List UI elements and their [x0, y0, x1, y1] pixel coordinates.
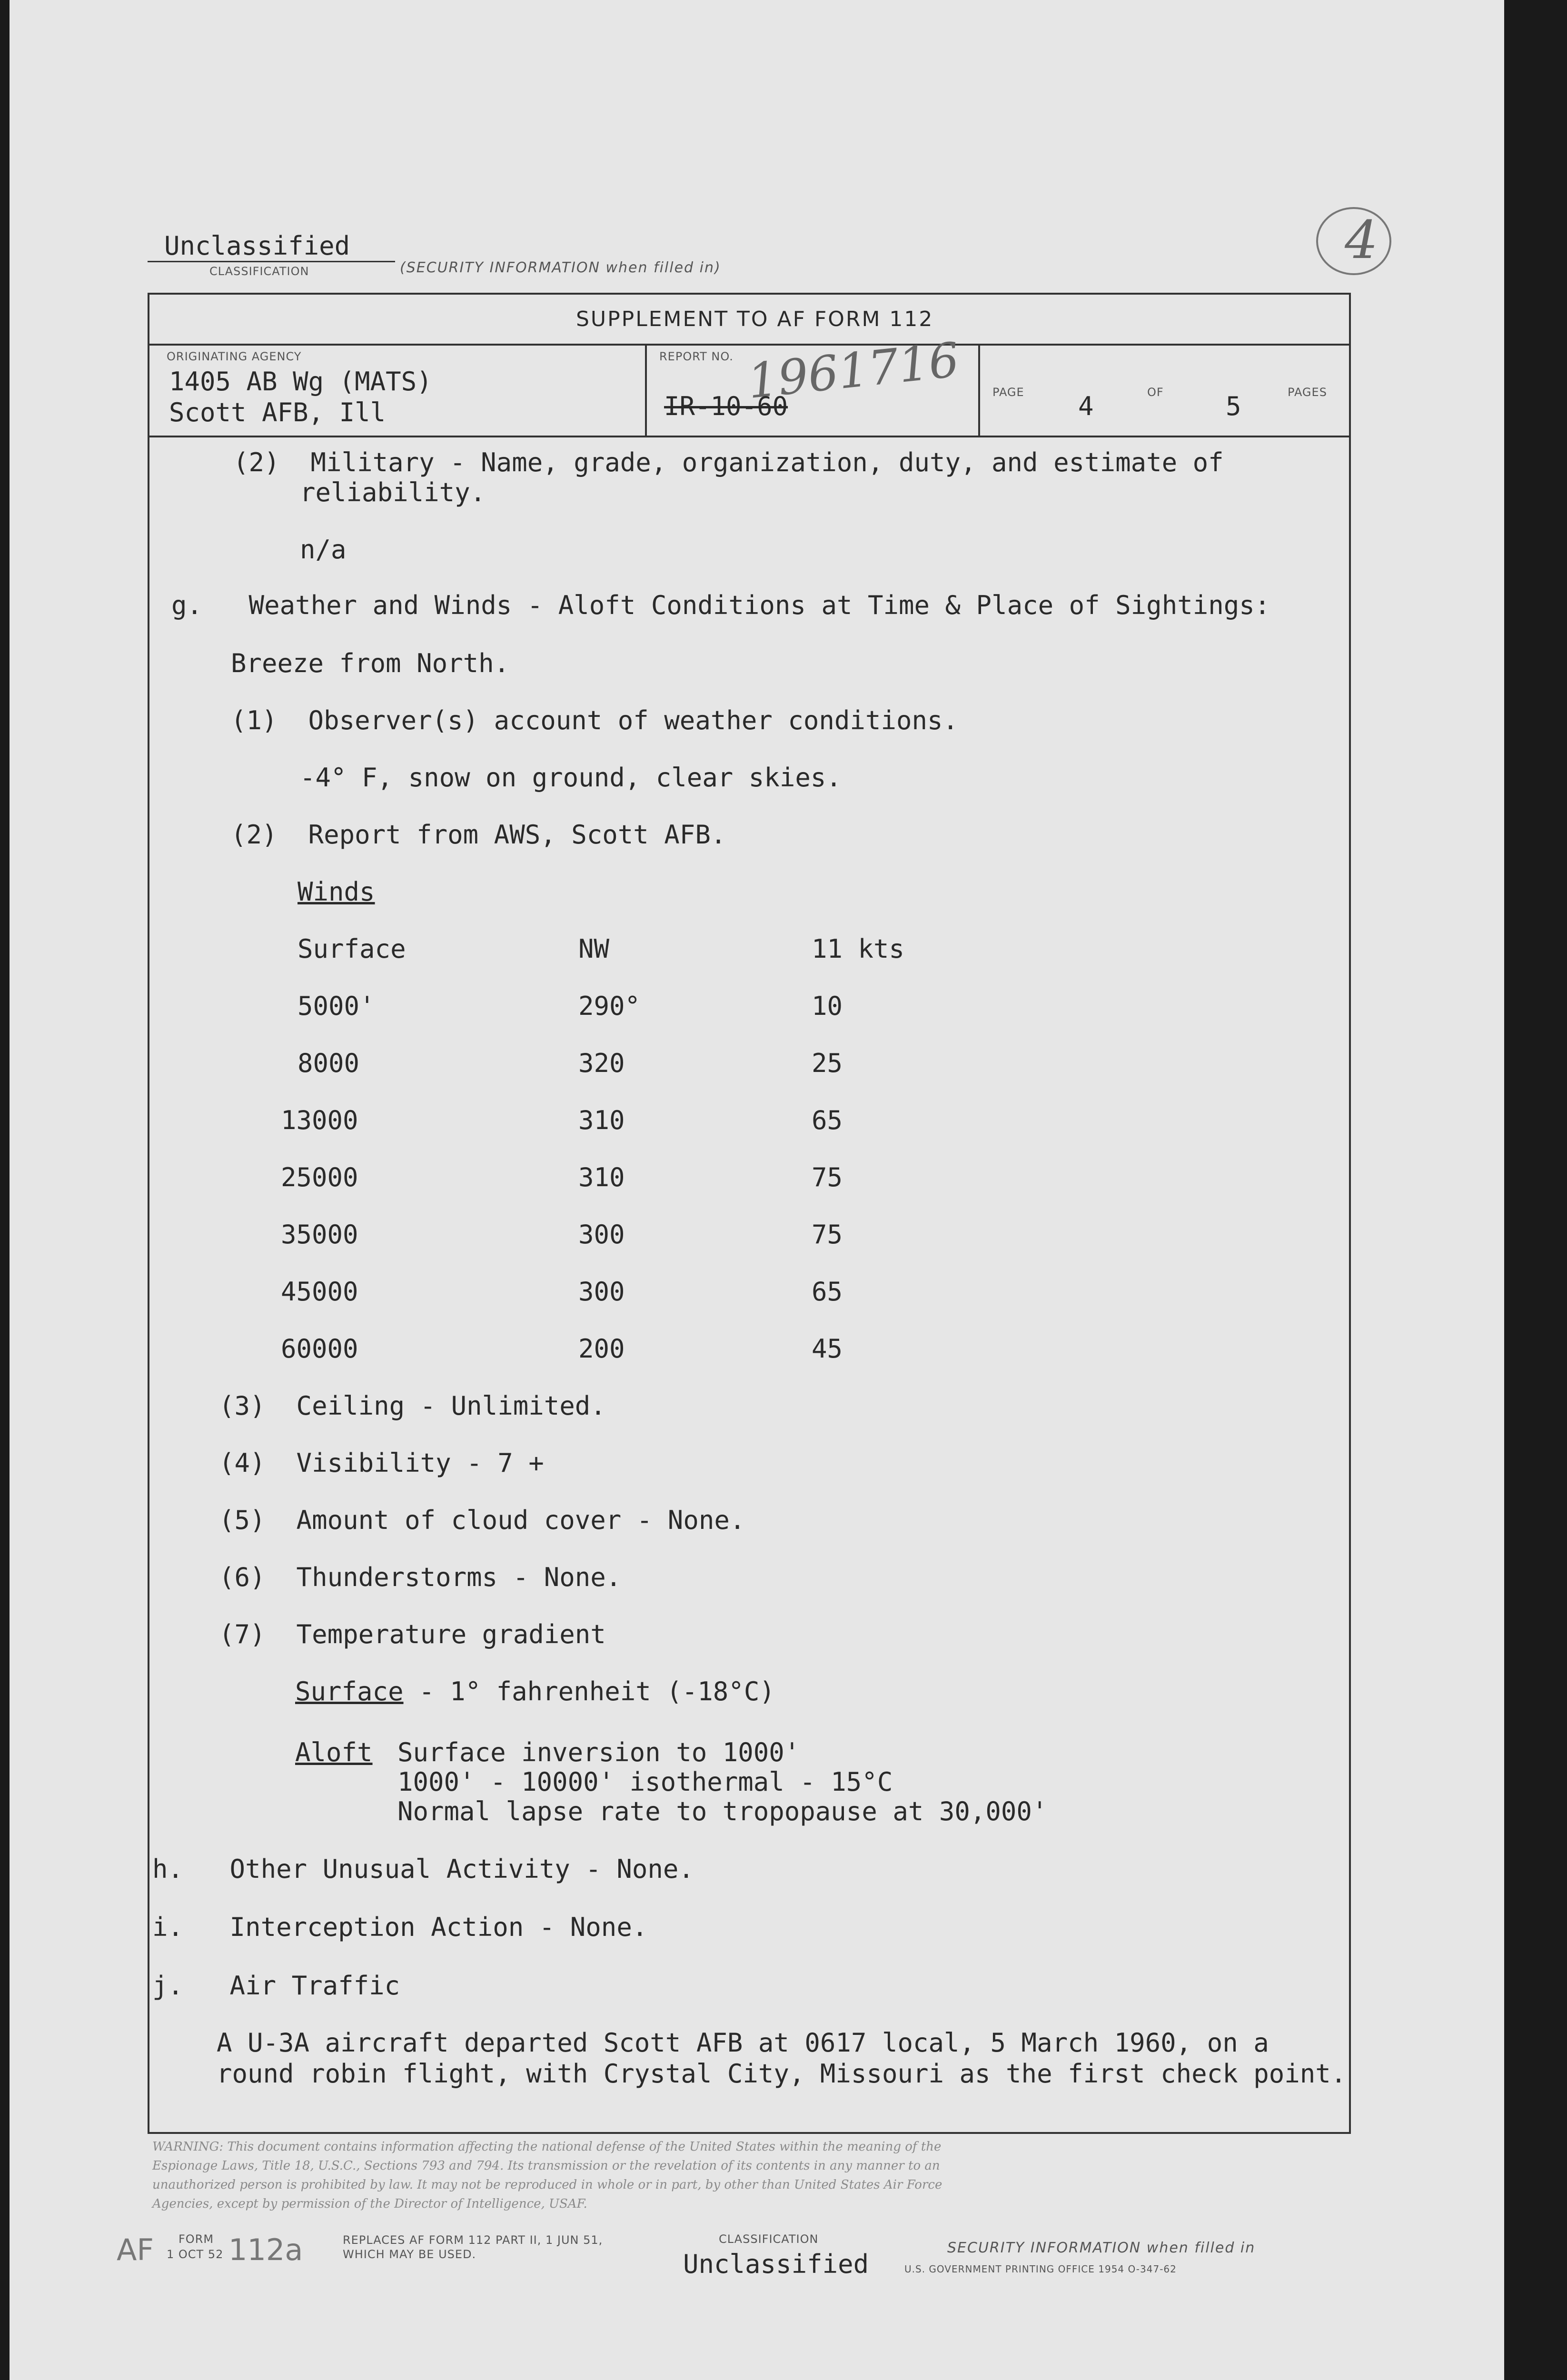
report-no: IR-10-60	[664, 391, 788, 421]
speed: 75	[812, 1162, 843, 1192]
warning-line2: Espionage Laws, Title 18, U.S.C., Sections 793 and 794. Its transmission or the revelation of its contents in any manner to an	[152, 2159, 940, 2173]
item6: (6) Thunderstorms - None.	[219, 1562, 622, 1592]
item5: (5) Amount of cloud cover - None.	[219, 1505, 745, 1535]
classification-caption: CLASSIFICATION	[209, 265, 309, 278]
g-heading: g. Weather and Winds - Aloft Conditions at Time & Place of Sightings:	[171, 590, 1270, 620]
item4: (4) Visibility - 7 +	[219, 1448, 544, 1478]
item-h: h. Other Unusual Activity - None.	[152, 1854, 694, 1884]
report-no-label: REPORT NO.	[659, 350, 734, 363]
military-line2: reliability.	[300, 477, 486, 507]
originating-agency-line2: Scott AFB, Ill	[169, 397, 386, 427]
pages-label: PAGES	[1288, 386, 1327, 399]
page-mark-circle	[1316, 207, 1391, 275]
speed: 65	[812, 1277, 843, 1307]
originating-agency-line1: 1405 AB Wg (MATS)	[169, 367, 432, 397]
j-text2: round robin flight, with Crystal City, Missouri as the first check point.	[217, 2059, 1347, 2089]
speed: 45	[812, 1334, 843, 1364]
surface-gradient	[295, 1676, 775, 1706]
replaces-line2: WHICH MAY BE USED.	[343, 2248, 476, 2261]
total-pages: 5	[1226, 391, 1241, 421]
surface-label: Surface	[295, 1676, 404, 1706]
page-number: 4	[1078, 391, 1094, 421]
item2: (2) Report from AWS, Scott AFB.	[231, 820, 726, 850]
page-mark: 4	[1345, 209, 1378, 270]
classification-top: Unclassified	[164, 231, 350, 261]
direction: 300	[578, 1220, 625, 1250]
warning-line3: unauthorized person is prohibited by law. It may not be reproduced in whole or in part, by other than United States Air Force	[152, 2178, 942, 2192]
item3: (3) Ceiling - Unlimited.	[219, 1391, 606, 1421]
warning-line4: Agencies, except by permission of the Director of Intelligence, USAF.	[152, 2197, 587, 2211]
altitude: Surface	[298, 934, 406, 964]
speed: 25	[812, 1048, 843, 1078]
warning-line1: WARNING: This document contains information affecting the national defense of the United States within the meaning of the	[152, 2140, 942, 2154]
military-line1: (2) Military - Name, grade, organization, duty, and estimate of	[233, 447, 1224, 477]
altitude: 60000	[281, 1334, 358, 1364]
altitude: 5000'	[298, 991, 375, 1021]
speed: 75	[812, 1220, 843, 1250]
altitude: 25000	[281, 1162, 358, 1192]
printing-office: U.S. GOVERNMENT PRINTING OFFICE 1954 O-347-62	[904, 2263, 1177, 2275]
item-i: i. Interception Action - None.	[152, 1912, 648, 1942]
form-number: 112a	[228, 2232, 303, 2267]
report-divider	[978, 344, 980, 436]
direction: 320	[578, 1048, 625, 1078]
item7: (7) Temperature gradient	[219, 1619, 606, 1649]
form-date: 1 OCT 52	[167, 2248, 224, 2261]
direction: 200	[578, 1334, 625, 1364]
item1-value: -4° F, snow on ground, clear skies.	[300, 763, 842, 793]
aloft-label: Aloft	[295, 1737, 373, 1767]
item-j: j. Air Traffic	[152, 1971, 400, 2001]
direction: 300	[578, 1277, 625, 1307]
form-label: FORM	[179, 2232, 214, 2246]
direction: 310	[578, 1105, 625, 1135]
speed: 10	[812, 991, 843, 1021]
document-page	[10, 0, 1504, 2380]
altitude: 45000	[281, 1277, 358, 1307]
header-rule	[148, 436, 1349, 437]
classification-bottom: Unclassified	[683, 2249, 869, 2279]
aloft-line1: Surface inversion to 1000'	[397, 1737, 800, 1767]
originating-agency-label: ORIGINATING AGENCY	[167, 350, 302, 363]
title-rule	[148, 344, 1349, 346]
altitude: 13000	[281, 1105, 358, 1135]
altitude: 35000	[281, 1220, 358, 1250]
classification-underline	[148, 261, 395, 262]
report-no-handwritten: 1961716	[745, 332, 962, 409]
direction: 290°	[578, 991, 641, 1021]
aloft-line3: Normal lapse rate to tropopause at 30,000'	[397, 1796, 1048, 1826]
military-value: n/a	[300, 535, 347, 565]
item1: (1) Observer(s) account of weather conditions.	[231, 705, 959, 735]
security-note-bottom: SECURITY INFORMATION when filled in	[947, 2240, 1256, 2256]
classification-caption-bottom: CLASSIFICATION	[719, 2232, 819, 2246]
altitude: 8000	[298, 1048, 360, 1078]
replaces-line1: REPLACES AF FORM 112 PART II, 1 JUN 51,	[343, 2233, 603, 2247]
direction: NW	[578, 934, 610, 964]
winds-heading: Winds	[298, 877, 375, 907]
speed: 11 kts	[812, 934, 905, 964]
j-text1: A U-3A aircraft departed Scott AFB at 0617 local, 5 March 1960, on a	[217, 2028, 1269, 2058]
direction: 310	[578, 1162, 625, 1192]
surface-value: - 1° fahrenheit (-18°C)	[403, 1676, 775, 1706]
aloft-line2: 1000' - 10000' isothermal - 15°C	[397, 1767, 893, 1797]
security-note: (SECURITY INFORMATION when filled in)	[400, 259, 721, 276]
page-label: PAGE	[992, 386, 1024, 399]
agency-divider	[645, 344, 647, 436]
breeze: Breeze from North.	[231, 648, 510, 678]
speed: 65	[812, 1105, 843, 1135]
form-title: SUPPLEMENT TO AF FORM 112	[576, 307, 934, 331]
of-label: OF	[1147, 386, 1164, 399]
form-af: AF	[117, 2232, 154, 2267]
